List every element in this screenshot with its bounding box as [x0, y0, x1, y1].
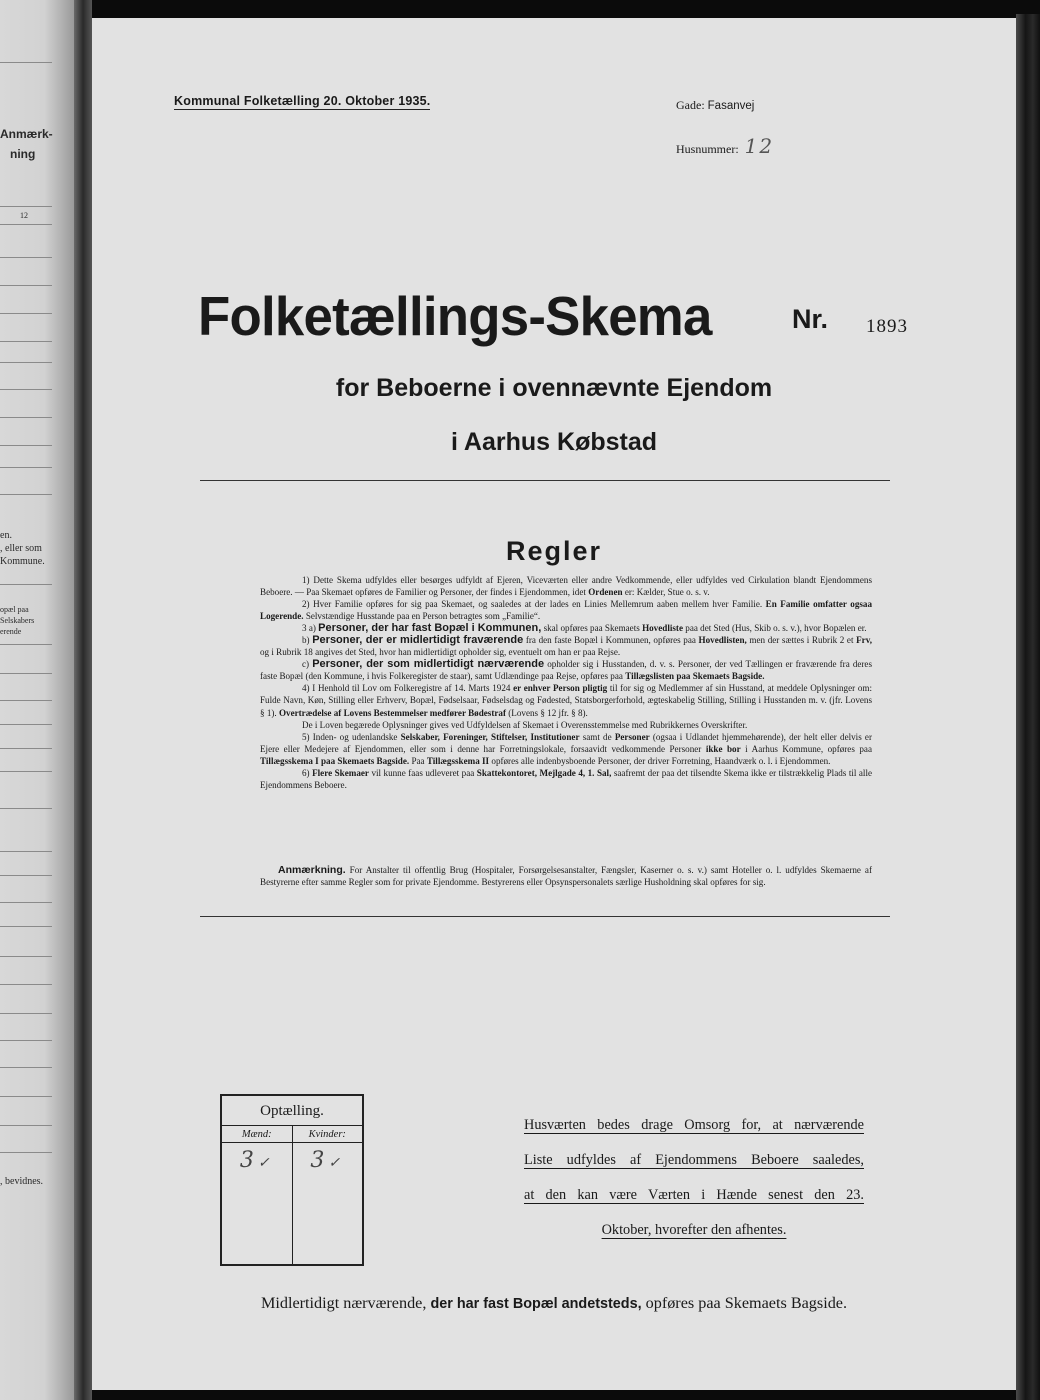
women-label: Kvinder:: [293, 1126, 363, 1143]
street-label: Gade:: [676, 98, 705, 112]
house-number-value: 12: [744, 134, 775, 158]
margin-text: erende: [0, 627, 22, 636]
remark-header-2: ning: [10, 147, 36, 161]
street-field: [676, 98, 754, 113]
margin-text: Kommune.: [0, 556, 45, 567]
women-column: [292, 1126, 363, 1264]
rule-6: 6) Flere Skemaer vil kunne faas udleveret paa Skattekontoret, Mejlgade 4, 1. Sal, saafremt der paa det tilsendte Skema ikke er tilstrækkelig Plads til alle Ejendommens Beboere.: [260, 767, 873, 790]
column-number: 12: [20, 211, 28, 220]
form-number-value: 1893: [866, 316, 908, 337]
house-number-field: [676, 134, 774, 158]
count-box-title: Optælling.: [222, 1096, 362, 1126]
divider: [0, 206, 52, 207]
count-box: [220, 1094, 364, 1266]
rule-3b: b) Personer, der er midlertidigt fraværende fra den faste Bopæl i Kommunen, opføres paa Hovedlisten, men der sættes i Rubrik 2 et Frv, og i Rubrik 18 angives det Sted, hvor han midlertidigt opholder sig, eventuelt om han er paa Rejse.: [260, 634, 873, 658]
divider: [200, 916, 890, 917]
margin-text: opæl paa: [0, 605, 29, 614]
book-gutter: [74, 0, 92, 1400]
census-form-page: [92, 18, 1016, 1390]
landlord-note: [524, 1108, 864, 1248]
margin-text: Selskabers: [0, 616, 35, 625]
form-number-label: Nr.: [792, 304, 829, 334]
landlord-note-line: Liste udfyldes af Ejendommens Beboere saaledes,: [524, 1152, 864, 1168]
previous-page-strip: [0, 0, 74, 1400]
book-edge: [1016, 14, 1040, 1400]
margin-text: , eller som: [0, 543, 42, 554]
remark-text: For Anstalter til offentlig Brug (Hospitaler, Forsørgelsesanstalter, Fængsler, Kaserner o. s. v.) samt Hoteller o. l. udfyldes Skemaerne af Bestyrerne efter samme Regler som for private Ejendomme. Bestyrerens eller Opsynspersonalets særlige Husholdning skal opføres for sig.: [260, 865, 872, 888]
remark-paragraph: [260, 864, 872, 888]
footer-note: Midlertidigt nærværende, der har fast Bopæl andetsteds, opføres paa Skemaets Bagside.: [260, 1294, 848, 1312]
divider: [0, 62, 52, 63]
divider: [200, 480, 890, 481]
form-subtitle-2: i Aarhus Købstad: [450, 428, 658, 456]
form-subtitle-1: for Beboerne i ovennævnte Ejendom: [335, 374, 773, 402]
men-column: [222, 1126, 292, 1264]
men-count: 3✓: [239, 1148, 274, 1173]
house-number-label: Husnummer:: [676, 142, 739, 156]
rule-2: 2) Hver Familie opføres for sig paa Skemaet, og saaledes at der lades en Linies Mellemrum aaben mellem hver Familie. En Familie omfatter ogsaa Logerende. Selvstændige Husstande paa en Person betragtes som „Familie“.: [260, 599, 872, 622]
rule-4-note: De i Loven begærede Oplysninger gives ved Udfyldelsen af Skemaet i Overensstemmelse med Rubrikkernes Overskrifter.: [302, 719, 748, 730]
margin-text: en.: [0, 530, 12, 541]
rules-text: [260, 574, 872, 791]
remark-heading: Anmærkning.: [278, 864, 346, 876]
women-count: 3✓: [310, 1148, 345, 1173]
remark-header-1: Anmærk-: [0, 127, 53, 141]
form-title-row: [198, 284, 938, 348]
landlord-note-line: Husværten bedes drage Omsorg for, at nærværende: [524, 1117, 864, 1133]
rule-3c: c) Personer, der som midlertidigt nærværende opholder sig i Husstanden, d. v. s. Personer, der ved Tællingen er fraværende fra deres faste Bopæl (den Kommune, i hvis Folkeregister de staar), samt Udlændinge paa Rejse, opføres paa Tillægslisten paa Skemaets Bagside.: [260, 658, 873, 682]
landlord-note-line: at den kan være Værten i Hænde senest den 23.: [524, 1187, 864, 1203]
rule-5: 5) Inden- og udenlandske Selskaber, Foreninger, Stiftelser, Institutioner samt de Personer (ogsaa i Udlandet hjemmehørende), der helt eller delvis er Ejere eller Medejere af Ejendommen, eller som i denne har Forretningslokale, forsaavidt vedkommende Personer ikke bor i Aarhus Kommune, opføres paa Tillægsskema I paa Skemaets Bagside. Paa Tillægsskema II opføres alle indenbysboende Personer, der driver Forretning, Haandværk o. l. i Ejendommen.: [260, 731, 872, 766]
rule-3a: 3 a) Personer, der har fast Bopæl i Kommunen, skal opføres paa Skemaets Hovedliste paa det Sted (Hus, Skib o. s. v.), hvor Bopælen er.: [302, 622, 867, 635]
census-header: Kommunal Folketælling 20. Oktober 1935.: [174, 94, 431, 108]
form-title: Folketællings-Skema: [198, 285, 712, 347]
men-label: Mænd:: [222, 1126, 292, 1143]
rule-1: 1) Dette Skema udfyldes eller besørges udfyldt af Ejeren, Viceværten eller andre Vedkommende, eller udfyldes ved Cirkulation blandt Ejendommens Beboere. — Paa Skemaet opføres de Familier og Personer, der findes i Ejendommen, idet Ordenen er: Kælder, Stue o. s. v.: [260, 575, 872, 598]
landlord-note-line: Oktober, hvorefter den afhentes.: [601, 1222, 787, 1238]
rules-heading: Regler: [505, 536, 603, 566]
margin-text: , bevidnes.: [0, 1176, 44, 1187]
street-value: Fasanvej: [707, 100, 755, 112]
rule-4: 4) I Henhold til Lov om Folkeregistre af 14. Marts 1924 er enhver Person pligtig til for sig og Medlemmer af sin Husstand, at meddele Oplysninger om: Fulde Navn, Køn, Stilling eller Erhverv, Bopæl, Fødselsaar, Fødselsdag og Fødested, Statsborgerforhold, ægteskabelig Stilling, Stilling i Husstanden m. v. (jfr. Lovens § 1). Overtrædelse af Lovens Bestemmelser medfører Bødestraf (Lovens § 12 jfr. § 8).: [260, 683, 872, 718]
